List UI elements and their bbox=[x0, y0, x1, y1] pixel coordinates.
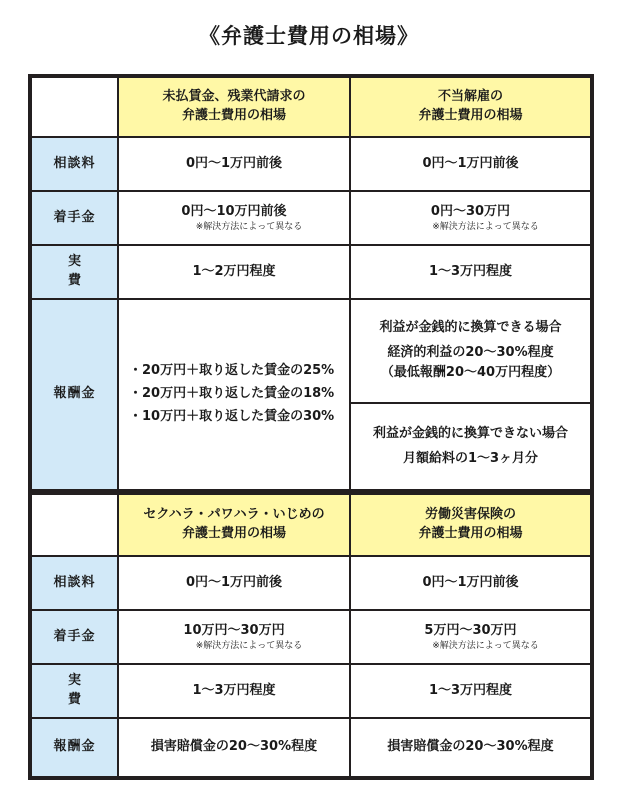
t1-consult-col2: 0円〜1万円前後 bbox=[351, 138, 590, 190]
t1-reward-col2-nonmonetary bbox=[351, 404, 590, 489]
fee-table-frame bbox=[28, 74, 594, 780]
t2-retainer-col2 bbox=[351, 611, 590, 663]
t2-consult-col1: 0円〜1万円前後 bbox=[119, 557, 349, 609]
t1-expenses-col1: 1〜2万円程度 bbox=[119, 246, 349, 298]
corner-cell-2 bbox=[32, 495, 117, 555]
t2-retainer-col1 bbox=[119, 611, 349, 663]
t1-retainer-col1-note: ※解決方法によって異なる bbox=[195, 221, 303, 232]
t1-col1-header-line1: 未払賃金、残業代請求の bbox=[162, 89, 306, 105]
t1-col1-header bbox=[119, 78, 349, 136]
t2-consult-col2: 0円〜1万円前後 bbox=[351, 557, 590, 609]
t2-retainer-col2-value: 5万円〜30万円 bbox=[424, 622, 517, 638]
t1-reward-col1 bbox=[119, 300, 349, 489]
t1-reward-col2-nonmonetary-head: 利益が金銭的に換算できない場合 bbox=[372, 425, 568, 441]
t2-row-label-retainer: 着手金 bbox=[32, 611, 117, 663]
t2-col2-header-line2: 弁護士費用の相場 bbox=[418, 526, 523, 541]
t2-expenses-col2: 1〜3万円程度 bbox=[351, 665, 590, 717]
t1-reward-item-1: ・20万円＋取り返した賃金の25% bbox=[129, 363, 335, 379]
t2-reward-col1: 損害賠償金の20〜30%程度 bbox=[119, 719, 349, 776]
t1-reward-col2-monetary-line1: 経済的利益の20〜30%程度 bbox=[387, 344, 554, 360]
t1-col2-header-line1: 不当解雇の bbox=[437, 89, 503, 105]
page-title: 《弁護士費用の相場》 bbox=[199, 24, 419, 48]
t1-col1-header-line2: 弁護士費用の相場 bbox=[181, 108, 286, 123]
t1-row-label-consult: 相談料 bbox=[32, 138, 117, 190]
t1-retainer-col1 bbox=[119, 192, 349, 244]
t1-reward-item-3: ・10万円＋取り返した賃金の30% bbox=[129, 408, 335, 424]
t1-expenses-col2: 1〜3万円程度 bbox=[351, 246, 590, 298]
t1-reward-col2-monetary-line2: （最低報酬20〜40万円程度） bbox=[380, 365, 561, 381]
t1-reward-col2-monetary bbox=[351, 300, 590, 402]
t1-retainer-col1-value: 0円〜10万円前後 bbox=[181, 203, 287, 219]
t2-expenses-col1: 1〜3万円程度 bbox=[119, 665, 349, 717]
t2-reward-col2: 損害賠償金の20〜30%程度 bbox=[351, 719, 590, 776]
t2-row-label-expenses: 実 費 bbox=[32, 665, 117, 717]
corner-cell-1 bbox=[32, 78, 117, 136]
t2-row-label-reward: 報酬金 bbox=[32, 719, 117, 776]
t1-consult-col1: 0円〜1万円前後 bbox=[119, 138, 349, 190]
t1-reward-item-2: ・20万円＋取り返した賃金の18% bbox=[129, 386, 335, 402]
t2-retainer-col2-note: ※解決方法によって異なる bbox=[432, 640, 539, 651]
t2-col2-header bbox=[351, 495, 590, 555]
t1-col2-header bbox=[351, 78, 590, 136]
t2-col1-header-line2: 弁護士費用の相場 bbox=[181, 526, 286, 541]
t2-row-label-consult: 相談料 bbox=[32, 557, 117, 609]
t2-col1-header bbox=[119, 495, 349, 555]
t2-col1-header-line1: セクハラ・パワハラ・いじめの bbox=[143, 507, 325, 523]
t2-retainer-col1-note: ※解決方法によって異なる bbox=[195, 640, 303, 651]
t1-reward-col2-nonmonetary-line: 月額給料の1〜3ヶ月分 bbox=[402, 450, 539, 466]
t1-col2-header-line2: 弁護士費用の相場 bbox=[418, 108, 523, 123]
t1-row-label-reward: 報酬金 bbox=[32, 300, 117, 489]
t1-retainer-col2-value: 0円〜30万円 bbox=[430, 203, 511, 219]
t1-row-label-expenses: 実 費 bbox=[32, 246, 117, 298]
t2-retainer-col1-value: 10万円〜30万円 bbox=[183, 622, 285, 638]
t1-retainer-col2 bbox=[351, 192, 590, 244]
t1-retainer-col2-note: ※解決方法によって異なる bbox=[432, 221, 539, 232]
t1-reward-col2-monetary-head: 利益が金銭的に換算できる場合 bbox=[379, 319, 562, 335]
t2-col2-header-line1: 労働災害保険の bbox=[424, 507, 516, 523]
t1-row-label-retainer: 着手金 bbox=[32, 192, 117, 244]
